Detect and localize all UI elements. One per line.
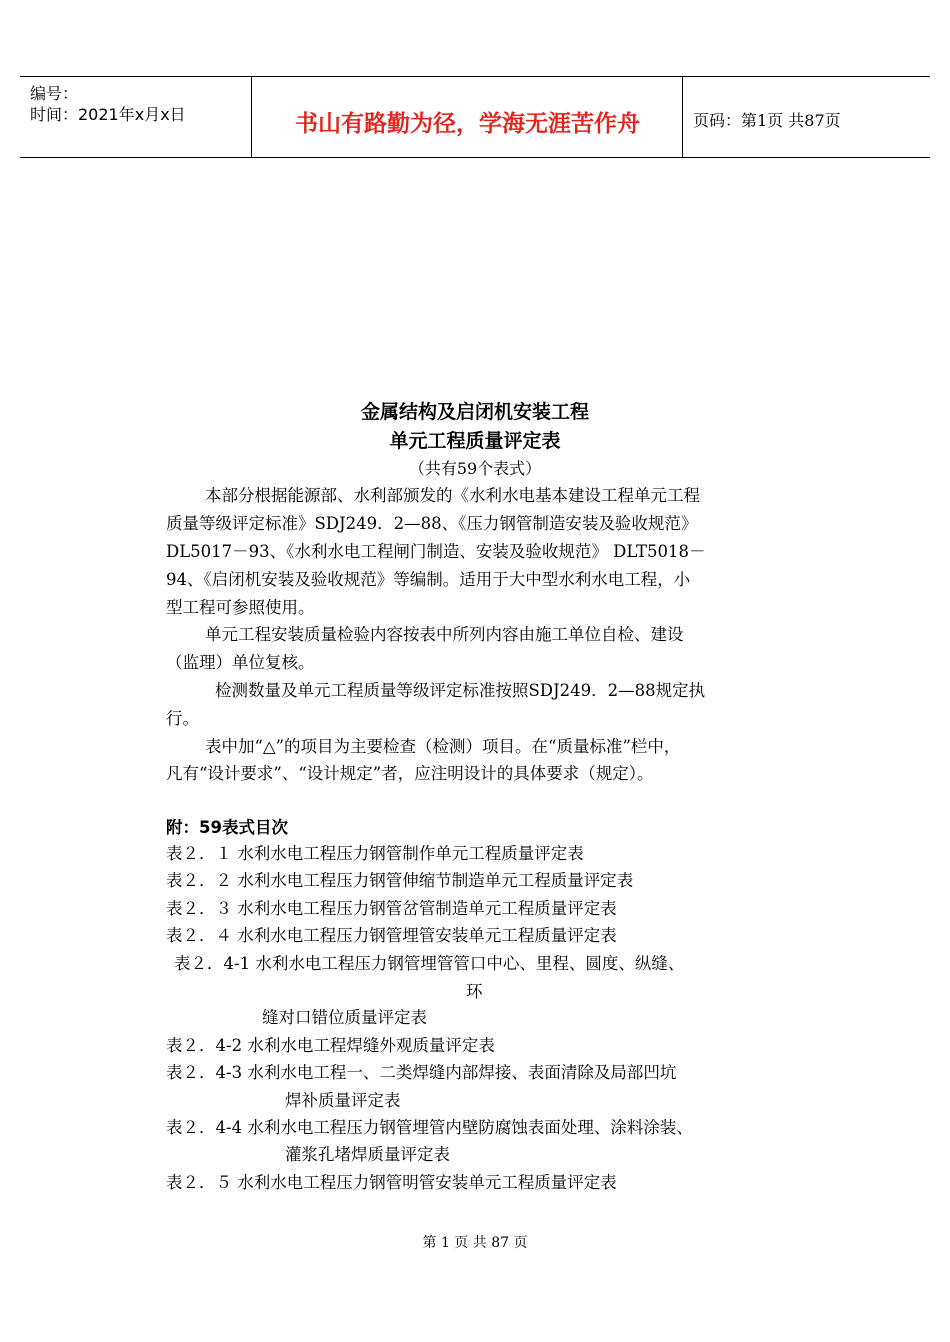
toc-title: 附：59表式目次 xyxy=(166,818,288,837)
header-code-date xyxy=(30,83,186,125)
code-label: 编号： xyxy=(30,84,79,103)
date-line: 时间：2021年x月x日 xyxy=(30,105,186,124)
toc-item-continued: 灌浆孔堵焊质量评定表 xyxy=(285,1145,450,1164)
toc-item: 表２．4-3 水利水电工程一、二类焊缝内部焊接、表面清除及局部凹坑 xyxy=(166,1063,677,1082)
toc-item: 表２．4-1 水利水电工程压力钢管埋管管口中心、里程、圆度、纵缝、 xyxy=(174,954,685,973)
toc-item: 表２．4-4 水利水电工程压力钢管埋管内壁防腐蚀表面处理、涂料涂装、 xyxy=(166,1118,693,1137)
toc-item: 表２．１ 水利水电工程压力钢管制作单元工程质量评定表 xyxy=(166,844,584,863)
header-divider xyxy=(682,77,683,157)
doc-subtitle: （共有59个表式） xyxy=(408,459,542,478)
toc-item-continued: 缝对口错位质量评定表 xyxy=(262,1008,427,1027)
body-line: （监理）单位复核。 xyxy=(166,653,315,672)
toc-item: 表２．４ 水利水电工程压力钢管埋管安装单元工程质量评定表 xyxy=(166,926,617,945)
body-line: DL5017－93、《水利水电工程闸门制造、安装及验收规范》 DLT5018－ xyxy=(166,542,706,561)
body-line: 94、《启闭机安装及验收规范》等编制。适用于大中型水利水电工程，小 xyxy=(166,570,691,589)
body-line: 质量等级评定标准》SDJ249．2—88、《压力钢管制造安装及验收规范》 xyxy=(166,514,698,533)
toc-item-continued: 焊补质量评定表 xyxy=(285,1091,401,1110)
header-table xyxy=(20,76,930,158)
body-line: 本部分根据能源部、水利部颁发的《水利水电基本建设工程单元工程 xyxy=(205,486,700,505)
header-motto: 书山有路勤为径，学海无涯苦作舟 xyxy=(295,111,640,137)
body-line: 检测数量及单元工程质量等级评定标准按照SDJ249．2—88规定执 xyxy=(215,681,706,700)
toc-item: 表２．4-2 水利水电工程焊缝外观质量评定表 xyxy=(166,1036,495,1055)
body-line: 行。 xyxy=(166,709,199,728)
body-line: 型工程可参照使用。 xyxy=(166,598,315,617)
toc-item: 表２．５ 水利水电工程压力钢管明管安装单元工程质量评定表 xyxy=(166,1173,617,1192)
body-line: 表中加“△”的项目为主要检查（检测）项目。在“质量标准”栏中， xyxy=(205,737,681,756)
body-line: 凡有“设计要求”、“设计规定”者，应注明设计的具体要求（规定）。 xyxy=(166,764,654,783)
body-line: 单元工程安装质量检验内容按表中所列内容由施工单位自检、建设 xyxy=(205,625,684,644)
doc-title-line2: 单元工程质量评定表 xyxy=(389,430,561,452)
header-page-info: 页码：第1页 共87页 xyxy=(693,111,841,130)
toc-item-continued: 环 xyxy=(466,982,483,1001)
toc-item: 表２．３ 水利水电工程压力钢管岔管制造单元工程质量评定表 xyxy=(166,899,617,918)
doc-title-line1: 金属结构及启闭机安装工程 xyxy=(360,401,589,423)
toc-item: 表２．２ 水利水电工程压力钢管伸缩节制造单元工程质量评定表 xyxy=(166,871,634,890)
page-footer: 第 1 页 共 87 页 xyxy=(422,1235,528,1251)
